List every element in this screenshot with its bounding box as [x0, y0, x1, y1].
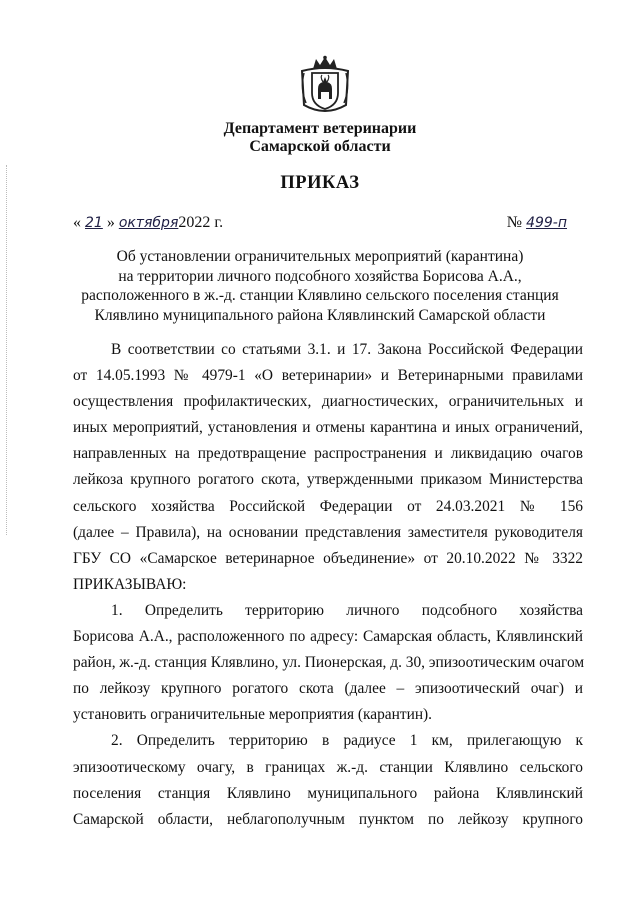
subject-line: Об установлении ограничительных мероприятий (карантина)	[116, 248, 524, 265]
body-line: от 14.05.1993 № 4979-1 «О ветеринарии» и Ветеринарными правилами	[73, 367, 583, 385]
document-date	[73, 214, 223, 232]
body-line: осуществления профилактических, диагностических, ограничительных и	[73, 393, 583, 411]
body-line: по лейкозу крупного рогатого скота (далее – эпизоотический очаг) и	[73, 680, 583, 698]
item-2-paragraph	[73, 728, 583, 832]
preamble-paragraph	[73, 337, 583, 598]
body-line: сельского хозяйства Российской Федерации от 24.03.2021 № 156	[73, 497, 583, 515]
body-line: 2. Определить территорию в радиусе 1 км, прилегающую к	[111, 732, 583, 750]
body-line: В соответствии со статьями 3.1. и 17. Закона Российской Федерации	[111, 341, 583, 358]
document-title: ПРИКАЗ	[280, 173, 360, 193]
date-year: 2022 г.	[178, 214, 224, 231]
body-line: 1. Определить территорию личного подсобного хозяйства	[111, 601, 583, 619]
subject-line: Клявлино муниципального района Клявлинский Самарской области	[94, 306, 546, 324]
body-line: установить ограничительные мероприятия (карантин).	[73, 706, 433, 724]
body-line: иных мероприятий, установления и отмены карантина и иных ограничений,	[73, 419, 583, 437]
body-line: направленных на предотвращение распространения и ликвидацию очагов	[73, 445, 583, 463]
body-line: ПРИКАЗЫВАЮ:	[73, 575, 187, 593]
body-line: район, ж.-д. станция Клявлино, ул. Пионерская, д. 30, эпизоотическим очагом	[73, 654, 585, 672]
document-subject	[0, 247, 640, 325]
document-number	[507, 214, 567, 232]
body-line: (далее – Правила), на основании представления заместителя руководителя	[73, 523, 583, 541]
body-line: Борисова А.А., расположенного по адресу: Самарская область, Клявлинский	[73, 628, 583, 646]
date-month: октября	[118, 215, 179, 231]
samara-coat-of-arms-icon	[298, 55, 352, 117]
department-name-line1: Департамент ветеринарии	[223, 120, 417, 137]
document-body	[73, 337, 583, 833]
number-prefix: №	[506, 214, 523, 231]
date-close-quote: »	[106, 214, 115, 231]
body-line: лейкоза крупного рогатого скота, утвержденными приказом Министерства	[73, 471, 583, 489]
date-open-quote: «	[73, 214, 81, 231]
subject-line: расположенного в ж.-д. станции Клявлино сельского поселения станция	[81, 287, 559, 304]
number-value: 499-п	[526, 215, 567, 231]
item-1-paragraph	[73, 598, 583, 728]
subject-line: на территории личного подсобного хозяйства Борисова А.А.,	[118, 267, 522, 285]
body-line: эпизоотическому очагу, в границах ж.-д. станции Клявлино сельского	[73, 758, 583, 776]
date-day: 21	[85, 215, 103, 231]
body-line: ГБУ СО «Самарское ветеринарное объединение» от 20.10.2022 № 3322	[73, 549, 583, 567]
body-line: Самарской области, неблагополучным пунктом по лейкозу крупного	[73, 810, 583, 828]
department-name-line2: Самарской области	[249, 138, 391, 155]
body-line: поселения станция Клявлино муниципального района Клявлинский	[73, 784, 583, 802]
margin-scan-artifact	[6, 165, 9, 535]
